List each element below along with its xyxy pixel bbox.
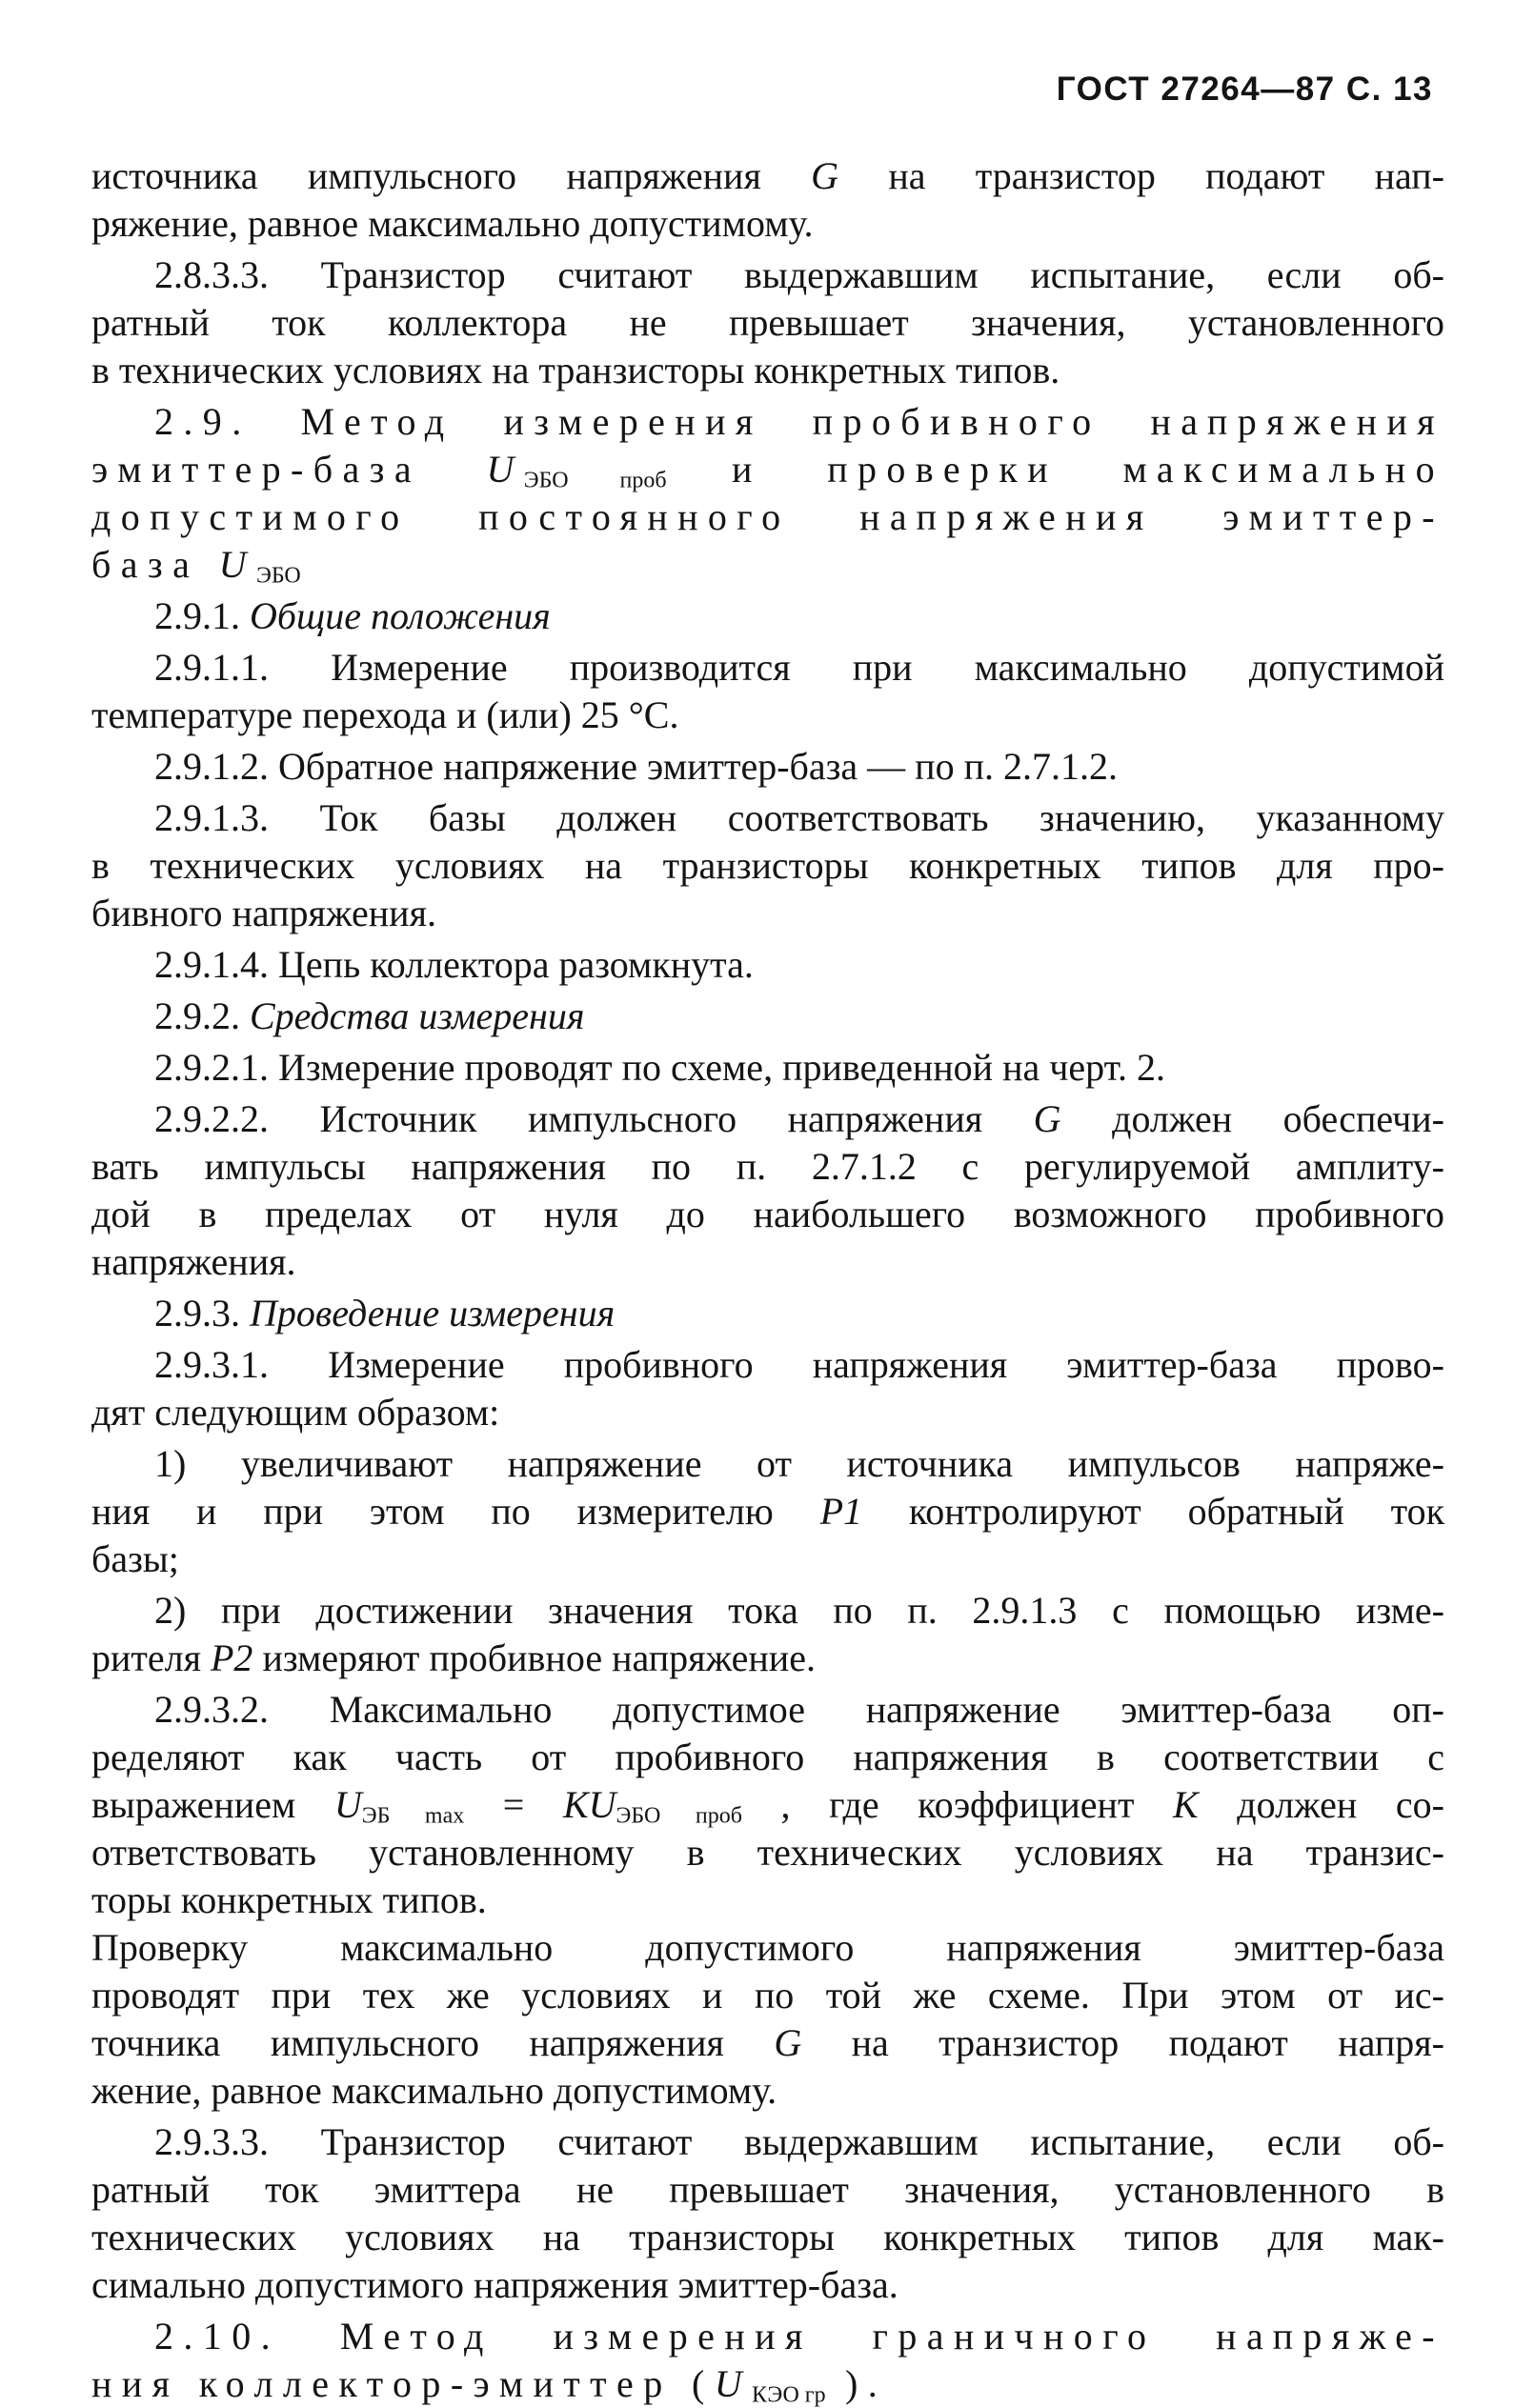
- text-line: торы конкретных типов.: [91, 1878, 487, 1921]
- text-line: напряжения.: [91, 1240, 296, 1283]
- text-line: ответствовать установленному в технических условиях на транзис-: [91, 1831, 1444, 1874]
- text-line: 2.9.1. Общие положения: [154, 594, 551, 637]
- text-line: 2.9.3.2. Максимально допустимое напряжение эмиттер-база оп-: [154, 1688, 1444, 1731]
- text-line: выражением $U_{ЭБ max} = KU_{ЭБО проб}$ , где коэффициент K должен со-: [91, 1783, 1444, 1829]
- text-line: проводят при тех же условиях и по той же схеме. При этом от ис-: [91, 1974, 1444, 2017]
- text-line: 1) увеличивают напряжение от источника импульсов напряже-: [154, 1442, 1444, 1485]
- text-line: температуре перехода и (или) 25 °С.: [91, 693, 679, 736]
- text-line: допустимого постоянного напряжения эмиттер-: [91, 495, 1444, 538]
- text-line: эмиттер-база $U_{ЭБО проб}$ и проверки максимально: [91, 448, 1444, 493]
- text-line: 2.10. Метод измерения граничного напряже-: [154, 2315, 1444, 2358]
- text-line: 2.9.2. Средства измерения: [154, 994, 585, 1037]
- document-body: [91, 152, 1444, 2408]
- text-line: 2.9.1.2. Обратное напряжение эмиттер-база — по п. 2.7.1.2.: [154, 745, 1118, 788]
- text-line: в технических условиях на транзисторы конкретных типов.: [91, 349, 1060, 391]
- text-line: источника импульсного напряжения G на транзистор подают нап-: [91, 154, 1444, 197]
- text-line: 2.8.3.3. Транзистор считают выдержавшим испытание, если об-: [154, 253, 1444, 296]
- text-line: 2.9.1.4. Цепь коллектора разомкнута.: [154, 943, 754, 986]
- text-line: технических условиях на транзисторы конкретных типов для мак-: [91, 2216, 1444, 2258]
- text-line: вать импульсы напряжения по п. 2.7.1.2 с регулируемой амплиту-: [91, 1145, 1444, 1188]
- text-line: 2.9.3.1. Измерение пробивного напряжения эмиттер-база прово-: [154, 1343, 1444, 1386]
- text-line: точника импульсного напряжения G на транзистор подают напря-: [91, 2021, 1444, 2064]
- text-line: бивного напряжения.: [91, 892, 436, 934]
- text-line: дят следующим образом:: [91, 1391, 500, 1434]
- text-line: Проверку максимально допустимого напряжения эмиттер-база: [91, 1926, 1444, 1969]
- text-line: базы;: [91, 1537, 179, 1580]
- text-line: симально допустимого напряжения эмиттер-база.: [91, 2263, 898, 2306]
- text-line: ратный ток эмиттера не превышает значения, установленного в: [91, 2168, 1444, 2211]
- text-line: в технических условиях на транзисторы конкретных типов для про-: [91, 844, 1444, 887]
- running-head: ГОСТ 27264—87 С. 13: [1056, 70, 1433, 108]
- text-line: 2.9.2.2. Источник импульсного напряжения G должен обеспечи-: [154, 1097, 1444, 1140]
- text-line: 2) при достижении значения тока по п. 2.9.1.3 с помощью изме-: [154, 1589, 1444, 1632]
- text-line: ния и при этом по измерителю P1 контролируют обратный ток: [91, 1490, 1444, 1533]
- text-line: 2.9.1.1. Измерение производится при максимально допустимой: [154, 646, 1444, 689]
- text-line: 2.9.3.3. Транзистор считают выдержавшим испытание, если об-: [154, 2120, 1444, 2163]
- text-line: ратный ток коллектора не превышает значения, установленного: [91, 301, 1444, 344]
- text-line: жение, равное максимально допустимому.: [91, 2069, 777, 2112]
- text-line: 2.9. Метод измерения пробивного напряжения: [154, 400, 1444, 443]
- text-line: 2.9.1.3. Ток базы должен соответствовать значению, указанному: [154, 796, 1444, 839]
- text-line: 2.9.2.1. Измерение проводят по схеме, приведенной на черт. 2.: [154, 1046, 1166, 1089]
- text-line: ряжение, равное максимально допустимому.: [91, 202, 814, 245]
- text-line: дой в пределах от нуля до наибольшего возможного пробивного: [91, 1193, 1444, 1235]
- text-line: 2.9.3. Проведение измерения: [154, 1292, 616, 1334]
- text-line: база $U_{ЭБО}$: [91, 543, 301, 589]
- text-line: ния коллектор-эмиттер ($U_{КЭО гр}$ ).: [91, 2362, 888, 2408]
- text-line: ределяют как часть от пробивного напряжения в соответствии с: [91, 1736, 1444, 1778]
- text-line: рителя P2 измеряют пробивное напряжение.: [91, 1636, 816, 1679]
